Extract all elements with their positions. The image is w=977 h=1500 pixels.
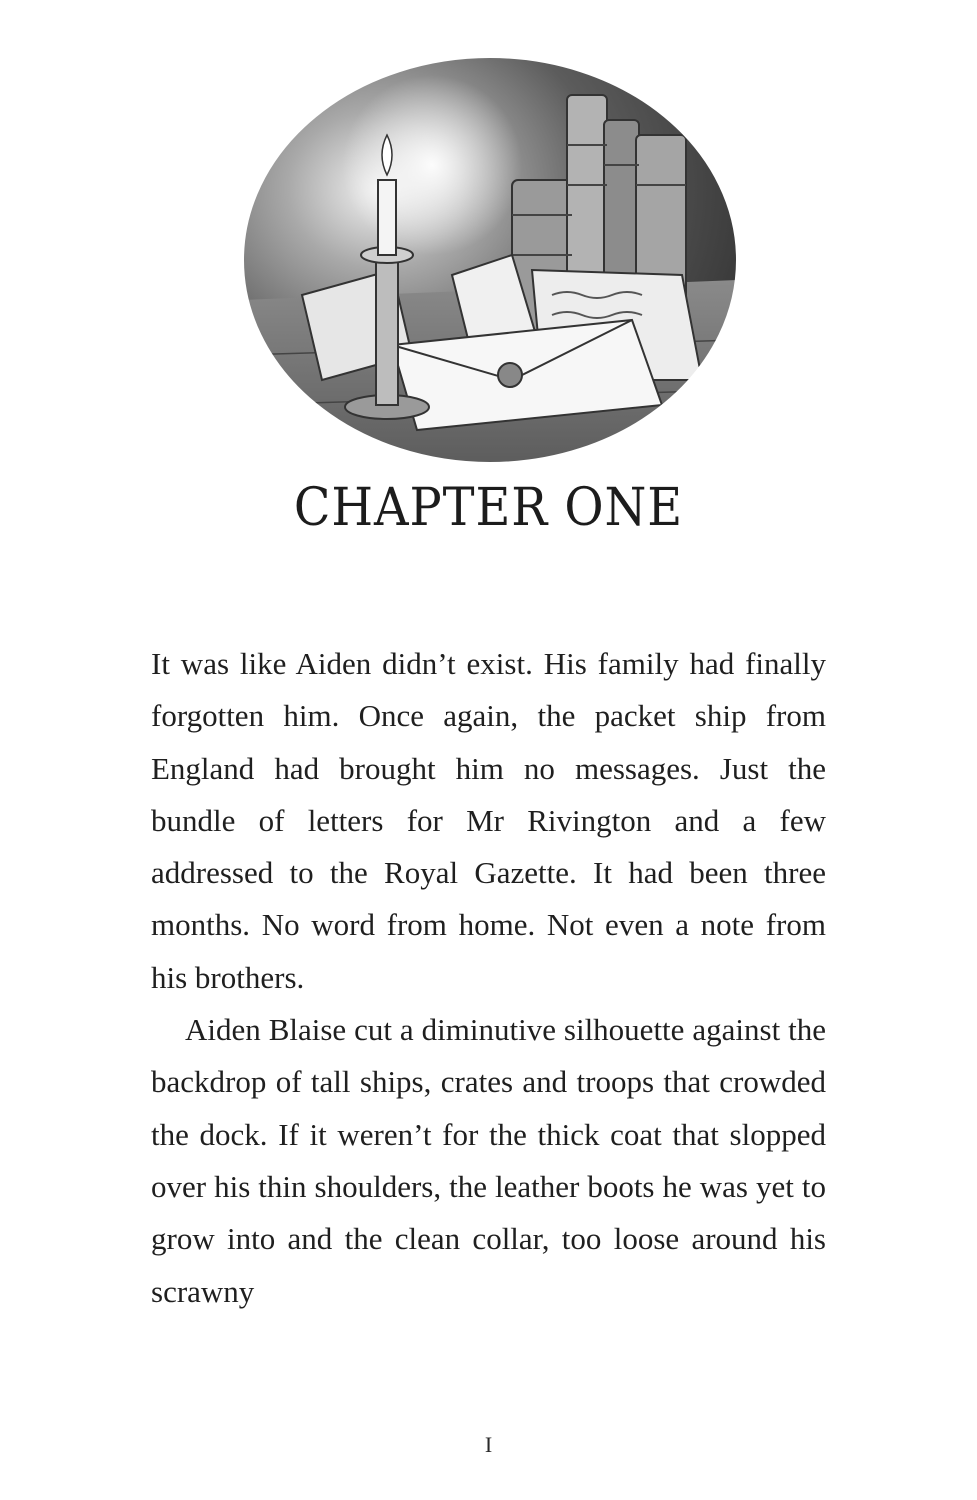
chapter-title: CHAPTER ONE <box>293 478 684 538</box>
chapter-illustration <box>242 55 738 475</box>
paragraph: Aiden Blaise cut a diminutive silhouette against the backdrop of tall ships, crates and troops that crowded the dock. If it weren’t for the thick coat that slopped over his thin shoulders, the leather boots he was yet to grow into and the clean collar, too loose around his scrawny <box>151 1012 826 1309</box>
paragraph: It was like Aiden didn’t exist. His family had finally forgotten him. Once again, the packet ship from England had brought him no messages. Just the bundle of letters for Mr Rivington and a few addressed to the Royal Gazette. It had been three months. No word from home. Not even a note from his brothers. <box>151 646 826 995</box>
chapter-body <box>151 638 826 1318</box>
page-number: I <box>484 1432 493 1457</box>
